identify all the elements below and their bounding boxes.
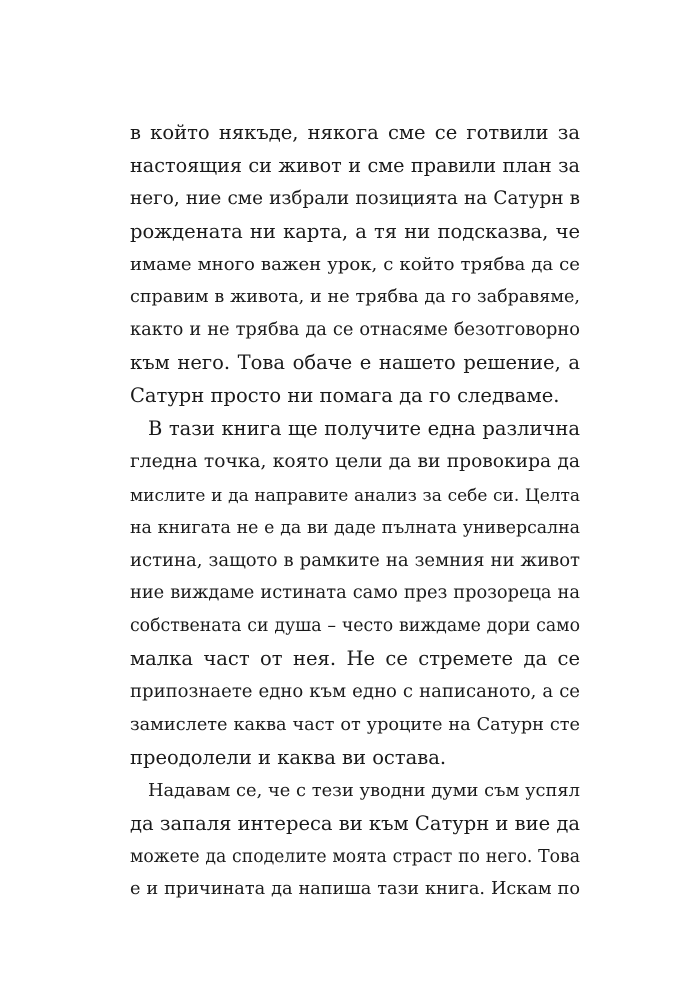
body-text [130, 117, 580, 906]
text-line: замислете каква част от уроците на Сатурн сте [130, 715, 580, 736]
text-line: Сатурн просто ни помага да го следваме. [130, 384, 560, 408]
text-line: преодолели и каква ви остава. [130, 745, 447, 769]
text-line: рождената ни карта, а тя ни подсказва, че [130, 219, 580, 243]
text-line: справим в живота, и не трябва да го забравяме, [130, 287, 580, 308]
text-line: настоящия си живот и сме правили план за [130, 153, 580, 177]
text-line: собствената си душа – често виждаме дори само [130, 616, 580, 637]
text-line: на книгата не е да ви даде пълната универсална [130, 517, 580, 538]
text-line: гледна точка, която цели да ви провокира да [130, 450, 580, 472]
text-line: да запаля интереса ви към Сатурн и вие да [130, 811, 580, 835]
text-line: припознаете едно към едно с написаното, а се [130, 681, 580, 703]
text-line: към него. Това обаче е нашето решение, а [130, 351, 580, 375]
text-line: в който някъде, някога сме се готвили за [130, 121, 580, 144]
text-line: можете да споделите моята страст по него. Това [130, 846, 580, 867]
text-line: имаме много важен урок, с който трябва да се [130, 253, 580, 275]
text-line: е и причината да напиша тази книга. Искам по [130, 879, 580, 900]
text-line: мислите и да направите анализ за себе си. Целта [130, 484, 580, 505]
text-line: Надавам се, че с тези уводни думи съм успял [148, 779, 580, 801]
text-line: истина, защото в рамките на земния ни живот [130, 549, 580, 571]
text-line: него, ние сме избрали позицията на Сатурн в [130, 187, 580, 209]
text-line: малка част от нея. Не се стремете да се [130, 647, 580, 671]
text-line: В тази книга ще получите една различна [148, 417, 580, 441]
text-line: ние виждаме истината само през прозореца на [130, 582, 580, 604]
text-line: както и не трябва да се отнасяме безотговорно [130, 319, 580, 341]
